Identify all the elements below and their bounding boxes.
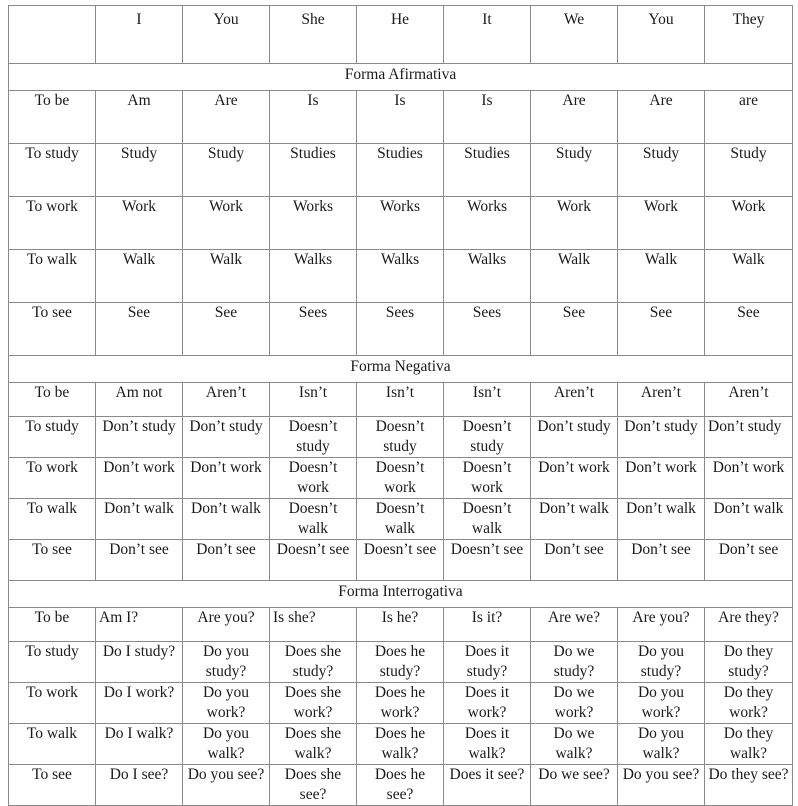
table-cell: Study — [96, 144, 183, 197]
table-cell: Does she walk? — [270, 724, 357, 765]
table-cell: Works — [357, 197, 444, 250]
table-cell: Aren’t — [618, 383, 705, 417]
table-cell: Do you see? — [618, 765, 705, 806]
table-cell: Do you walk? — [183, 724, 270, 765]
table-cell: Don’t study — [705, 417, 793, 458]
table-cell: See — [618, 303, 705, 356]
table-cell: Walk — [531, 250, 618, 303]
table-cell: Do we see? — [531, 765, 618, 806]
table-cell: Doesn’t walk — [444, 499, 531, 540]
table-cell: Are we? — [531, 608, 618, 642]
table-cell: Am not — [96, 383, 183, 417]
table-cell: Do you walk? — [618, 724, 705, 765]
table-cell: Doesn’t work — [357, 458, 444, 499]
table-cell: Work — [531, 197, 618, 250]
table-cell: See — [183, 303, 270, 356]
table-cell: Do they see? — [705, 765, 793, 806]
table-cell: Doesn’t see — [444, 540, 531, 581]
section-title-row — [9, 356, 793, 383]
table-cell: Do you study? — [618, 642, 705, 683]
table-cell: Does he work? — [357, 683, 444, 724]
table-cell: Walks — [444, 250, 531, 303]
pronoun-header: They — [705, 6, 793, 64]
table-row — [9, 250, 793, 303]
table-cell: Do we walk? — [531, 724, 618, 765]
table-row — [9, 724, 793, 765]
table-cell: Do they walk? — [705, 724, 793, 765]
verb-label: To be — [9, 608, 96, 642]
table-cell: Studies — [270, 144, 357, 197]
table-cell: Is — [357, 91, 444, 144]
table-cell: Doesn’t study — [270, 417, 357, 458]
table-cell: Isn’t — [270, 383, 357, 417]
table-cell: Don’t walk — [705, 499, 793, 540]
verb-label: To see — [9, 540, 96, 581]
table-row — [9, 765, 793, 806]
table-cell: are — [705, 91, 793, 144]
table-cell: Does it work? — [444, 683, 531, 724]
table-row — [9, 303, 793, 356]
pronoun-header: You — [618, 6, 705, 64]
table-cell: Doesn’t work — [444, 458, 531, 499]
table-cell: Studies — [357, 144, 444, 197]
table-cell: Does it see? — [444, 765, 531, 806]
table-cell: Study — [618, 144, 705, 197]
verb-conjugation-table — [8, 5, 793, 806]
table-cell: Don’t work — [618, 458, 705, 499]
table-cell: Doesn’t walk — [357, 499, 444, 540]
table-cell: Don’t see — [705, 540, 793, 581]
table-cell: Do they study? — [705, 642, 793, 683]
table-cell: Sees — [270, 303, 357, 356]
table-cell: Do I study? — [96, 642, 183, 683]
table-cell: Isn’t — [444, 383, 531, 417]
table-cell: Doesn’t work — [270, 458, 357, 499]
table-cell: Work — [183, 197, 270, 250]
table-cell: Doesn’t study — [444, 417, 531, 458]
table-row — [9, 683, 793, 724]
table-cell: Do I see? — [96, 765, 183, 806]
table-cell: Don’t work — [531, 458, 618, 499]
verb-label: To work — [9, 197, 96, 250]
table-row — [9, 642, 793, 683]
section-title-negative: Forma Negativa — [9, 356, 793, 383]
table-cell: Are they? — [705, 608, 793, 642]
table-cell: Don’t walk — [618, 499, 705, 540]
table-cell: Doesn’t see — [270, 540, 357, 581]
table-cell: Am — [96, 91, 183, 144]
table-cell: Do you work? — [183, 683, 270, 724]
table-cell: Does she work? — [270, 683, 357, 724]
table-cell: Aren’t — [183, 383, 270, 417]
table-cell: Is — [444, 91, 531, 144]
table-cell: Walk — [183, 250, 270, 303]
table-cell: Am I? — [96, 608, 183, 642]
table-cell: Is it? — [444, 608, 531, 642]
table-cell: Do you study? — [183, 642, 270, 683]
table-cell: Walk — [705, 250, 793, 303]
header-corner-cell — [9, 6, 96, 64]
table-cell: Don’t walk — [96, 499, 183, 540]
table-cell: Don’t see — [183, 540, 270, 581]
verb-label: To be — [9, 383, 96, 417]
pronoun-header: She — [270, 6, 357, 64]
table-cell: Study — [531, 144, 618, 197]
table-cell: See — [705, 303, 793, 356]
table-cell: Walks — [270, 250, 357, 303]
verb-label: To study — [9, 642, 96, 683]
table-cell: Don’t study — [183, 417, 270, 458]
table-row — [9, 608, 793, 642]
table-cell: Aren’t — [705, 383, 793, 417]
table-cell: Is she? — [270, 608, 357, 642]
table-cell: Does she study? — [270, 642, 357, 683]
verb-label: To walk — [9, 499, 96, 540]
table-cell: Does he see? — [357, 765, 444, 806]
table-row — [9, 197, 793, 250]
table-cell: Do they work? — [705, 683, 793, 724]
table-cell: Walks — [357, 250, 444, 303]
section-title-row — [9, 64, 793, 91]
table-row — [9, 383, 793, 417]
table-cell: Does it walk? — [444, 724, 531, 765]
table-cell: Are you? — [183, 608, 270, 642]
pronoun-header: You — [183, 6, 270, 64]
table-cell: Isn’t — [357, 383, 444, 417]
table-cell: Don’t work — [183, 458, 270, 499]
table-cell: Doesn’t study — [357, 417, 444, 458]
table-cell: See — [531, 303, 618, 356]
verb-label: To be — [9, 91, 96, 144]
table-cell: Aren’t — [531, 383, 618, 417]
table-cell: Work — [96, 197, 183, 250]
table-cell: Don’t study — [618, 417, 705, 458]
verb-label: To see — [9, 765, 96, 806]
table-cell: Do we work? — [531, 683, 618, 724]
table-row — [9, 417, 793, 458]
verb-label: To study — [9, 417, 96, 458]
pronoun-header: We — [531, 6, 618, 64]
table-cell: Do I walk? — [96, 724, 183, 765]
table-cell: Study — [705, 144, 793, 197]
table-cell: Work — [618, 197, 705, 250]
table-cell: Works — [270, 197, 357, 250]
table-cell: Do you work? — [618, 683, 705, 724]
table-cell: Studies — [444, 144, 531, 197]
table-cell: Are — [618, 91, 705, 144]
verb-label: To see — [9, 303, 96, 356]
table-cell: Doesn’t see — [357, 540, 444, 581]
table-cell: Do I work? — [96, 683, 183, 724]
table-cell: Is — [270, 91, 357, 144]
table-cell: Don’t see — [96, 540, 183, 581]
table-cell: Does he walk? — [357, 724, 444, 765]
table-cell: Does she see? — [270, 765, 357, 806]
pronoun-header: He — [357, 6, 444, 64]
table-cell: Walk — [96, 250, 183, 303]
verb-label: To study — [9, 144, 96, 197]
section-title-affirmative: Forma Afirmativa — [9, 64, 793, 91]
verb-label: To walk — [9, 724, 96, 765]
table-cell: Study — [183, 144, 270, 197]
section-title-interrogative: Forma Interrogativa — [9, 581, 793, 608]
table-cell: Work — [705, 197, 793, 250]
table-cell: Do you see? — [183, 765, 270, 806]
table-cell: Sees — [357, 303, 444, 356]
table-cell: Does he study? — [357, 642, 444, 683]
pronoun-header-row — [9, 6, 793, 64]
section-title-row — [9, 581, 793, 608]
table-cell: Works — [444, 197, 531, 250]
table-row — [9, 458, 793, 499]
table-cell: Are — [531, 91, 618, 144]
verb-label: To work — [9, 683, 96, 724]
pronoun-header: I — [96, 6, 183, 64]
table-row — [9, 91, 793, 144]
verb-label: To walk — [9, 250, 96, 303]
table-cell: Don’t study — [96, 417, 183, 458]
table-cell: Don’t work — [705, 458, 793, 499]
table-cell: Does it study? — [444, 642, 531, 683]
table-row — [9, 540, 793, 581]
table-cell: Doesn’t walk — [270, 499, 357, 540]
table-cell: Don’t see — [531, 540, 618, 581]
table-cell: Do we study? — [531, 642, 618, 683]
table-cell: Is he? — [357, 608, 444, 642]
table-cell: Are — [183, 91, 270, 144]
table-cell: Don’t see — [618, 540, 705, 581]
verb-label: To work — [9, 458, 96, 499]
table-cell: Walk — [618, 250, 705, 303]
table-cell: See — [96, 303, 183, 356]
table-cell: Don’t walk — [531, 499, 618, 540]
table-cell: Sees — [444, 303, 531, 356]
table-cell: Are you? — [618, 608, 705, 642]
table-cell: Don’t study — [531, 417, 618, 458]
table-cell: Don’t work — [96, 458, 183, 499]
pronoun-header: It — [444, 6, 531, 64]
document-page — [8, 5, 793, 806]
table-row — [9, 499, 793, 540]
table-cell: Don’t walk — [183, 499, 270, 540]
table-row — [9, 144, 793, 197]
